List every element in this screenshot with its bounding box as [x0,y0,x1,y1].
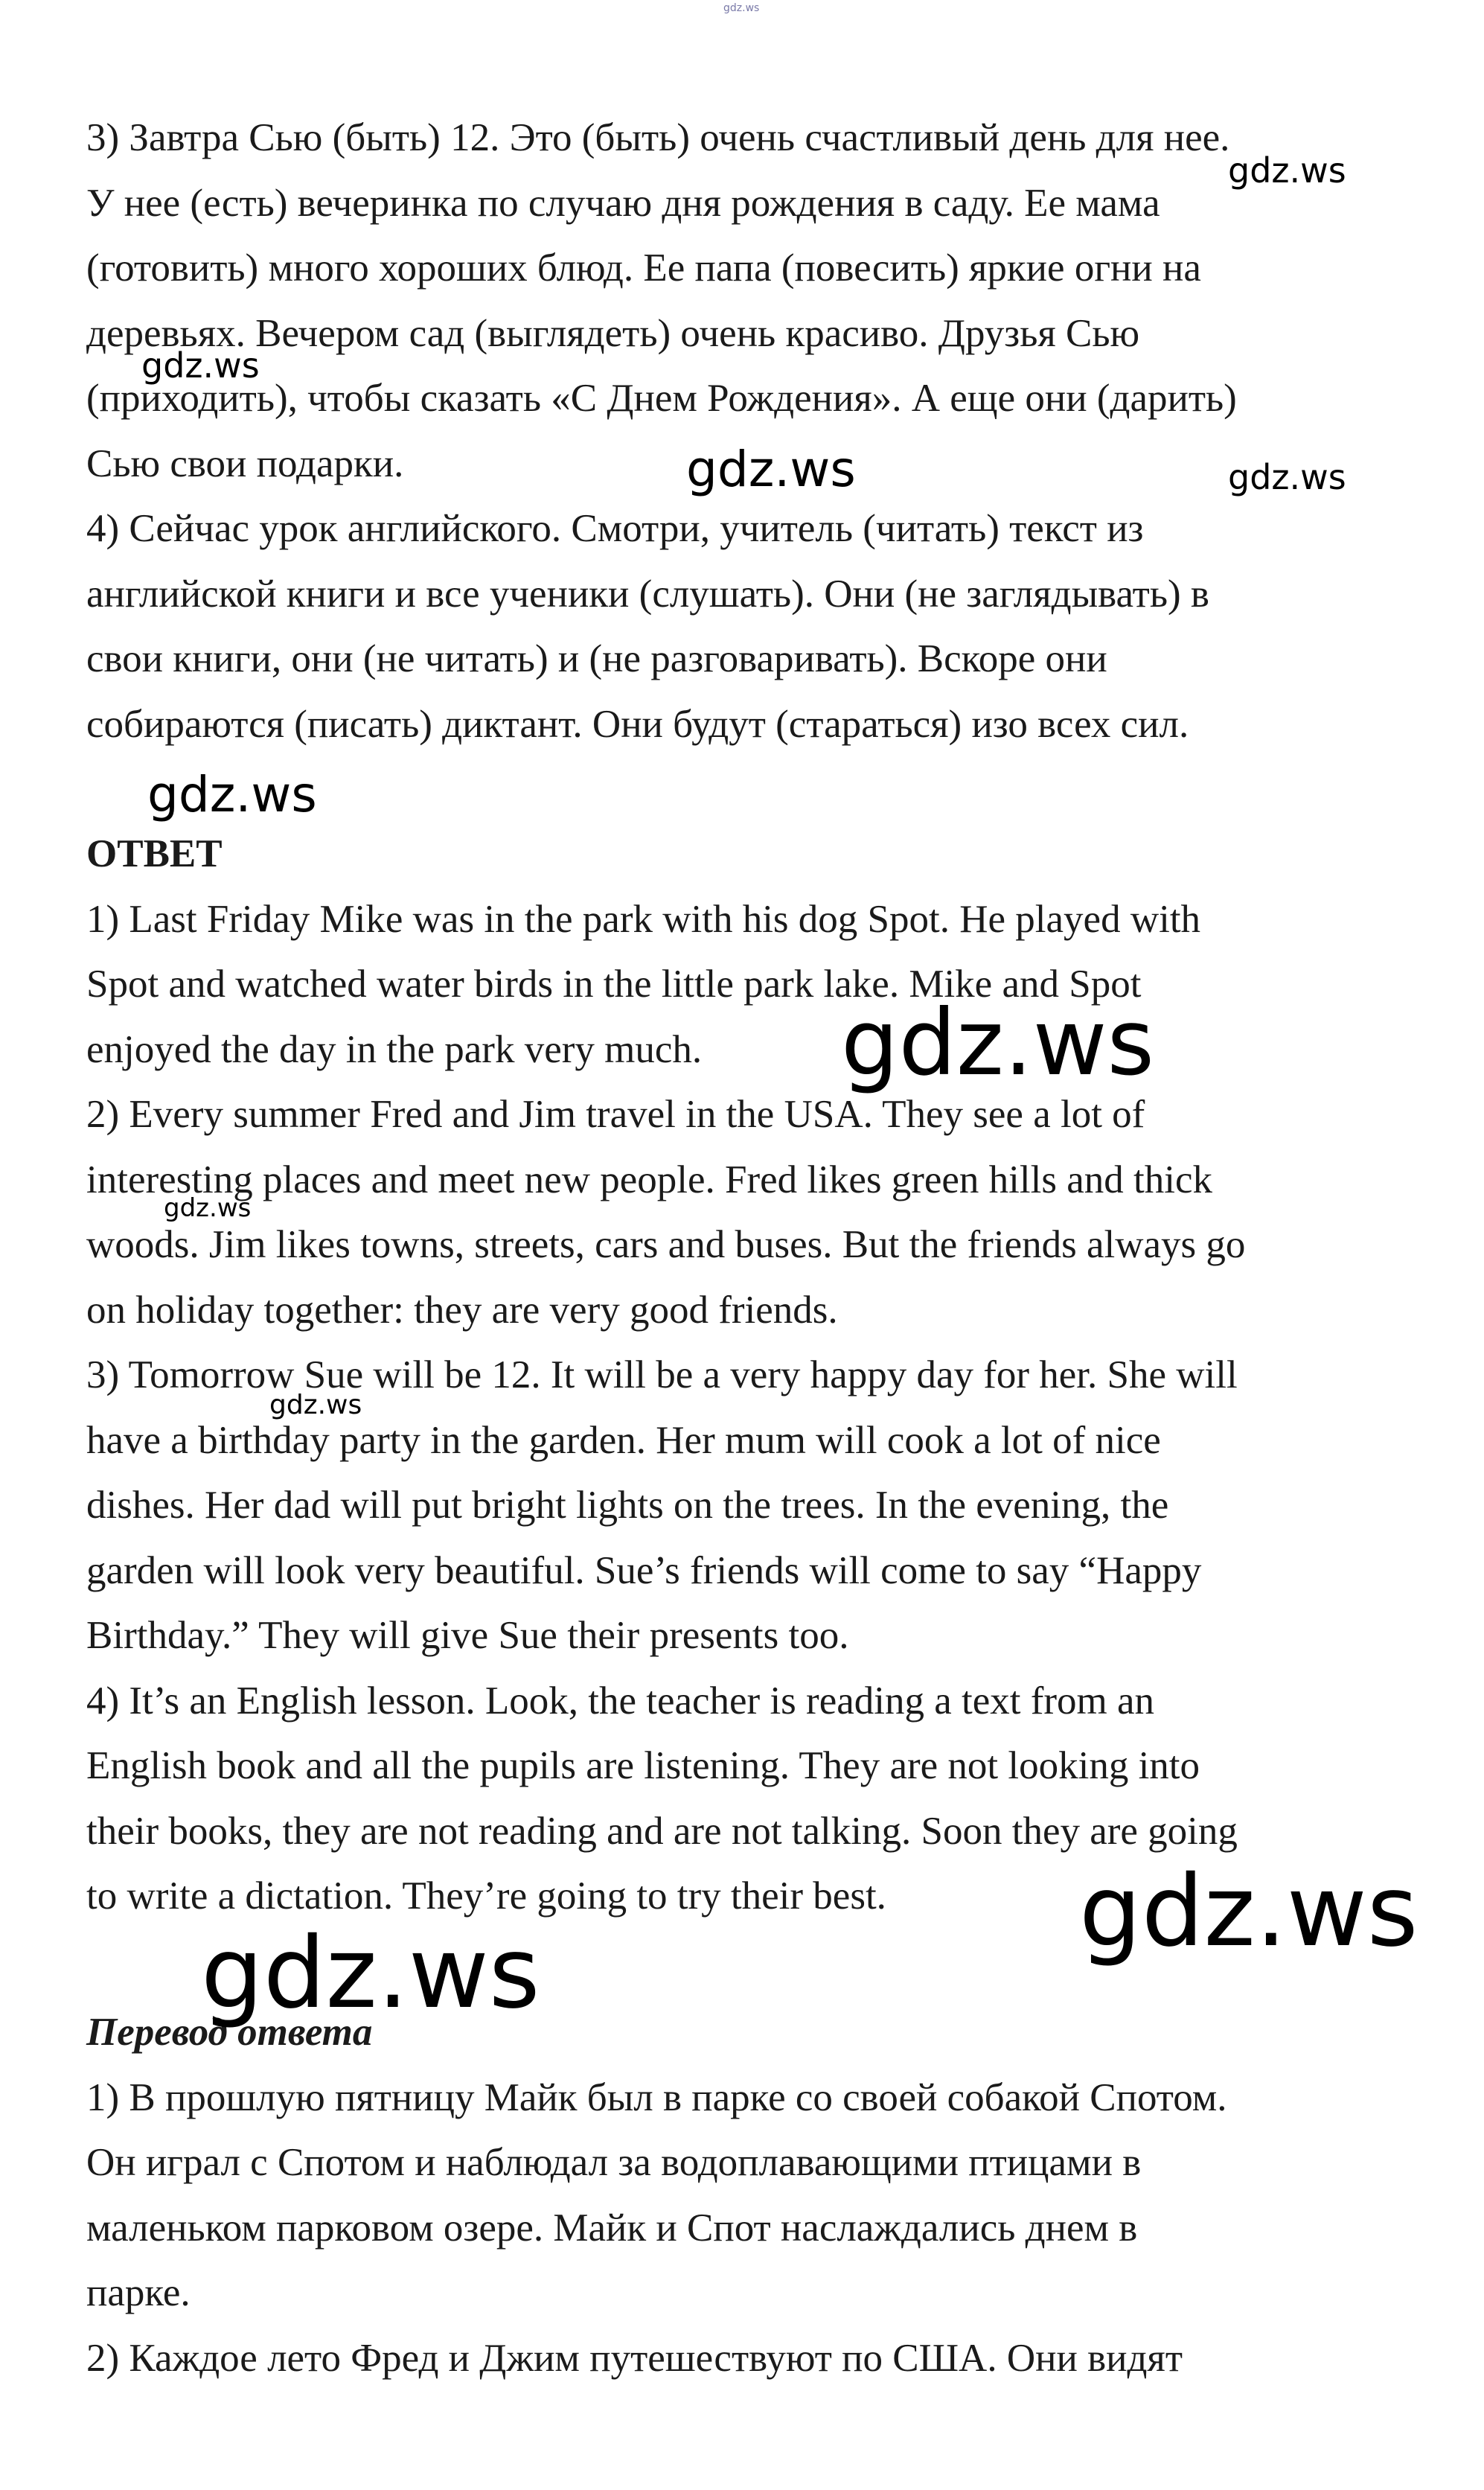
task-text [86,106,1411,757]
text-line: У нее (есть) вечеринка по случаю дня рождения в саду. Ее мама [86,181,1160,225]
text-line: to write a dictation. They’re going to try their best. [86,1874,886,1918]
text-line: деревьях. Вечером сад (выглядеть) очень красиво. Друзья Сью [86,311,1140,355]
watermark: gdz.ws [1228,457,1346,497]
text-line: woods. Jim likes towns, streets, cars and buses. But the friends always go [86,1223,1246,1266]
text-line: have a birthday party in the garden. Her mum will cook a lot of nice [86,1418,1161,1462]
watermark: gdz.ws [141,345,260,386]
text-line: (готовить) много хороших блюд. Ее папа (повесить) яркие огни на [86,246,1201,290]
text-line: свои книги, они (не читать) и (не разговаривать). Вскоре они [86,637,1107,680]
watermark: gdz.ws [686,441,856,498]
text-line: 4) Сейчас урок английского. Смотри, учитель (читать) текст из [86,507,1144,550]
text-line: 3) Tomorrow Sue will be 12. It will be a very happy day for her. She will [86,1353,1238,1396]
watermark: gdz.ws [269,1390,362,1420]
text-line: собираются (писать) диктант. Они будут (стараться) изо всех сил. [86,702,1189,746]
text-line: Сью свои подарки. [86,441,404,485]
text-line: (приходить), чтобы сказать «С Днем Рождения». А еще они (дарить) [86,377,1237,420]
watermark: gdz.ws [1079,1854,1419,1969]
text-line: on holiday together: they are very good friends. [86,1288,838,1332]
watermark: gdz.ws [164,1193,252,1223]
text-line: 2) Каждое лето Фред и Джим путешествуют по США. Они видят [86,2336,1183,2380]
watermark: gdz.ws [147,766,317,823]
text-line: Birthday.” They will give Sue their presents too. [86,1614,849,1657]
watermark: gdz.ws [841,990,1155,1096]
text-line: 3) Завтра Сью (быть) 12. Это (быть) очень счастливый день для нее. [86,116,1230,159]
text-line: garden will look very beautiful. Sue’s friends will come to say “Happy [86,1548,1202,1592]
text-line: interesting places and meet new people. Fred likes green hills and thick [86,1158,1212,1201]
text-line: English book and all the pupils are listening. They are not looking into [86,1744,1200,1787]
watermark: gdz.ws [201,1916,540,2031]
text-line: 4) It’s an English lesson. Look, the teacher is reading a text from an [86,1679,1155,1723]
watermark: gdz.ws [1228,150,1346,191]
text-line: dishes. Her dad will put bright lights on the trees. In the evening, the [86,1484,1169,1527]
text-line: маленьком парковом озере. Майк и Спот наслаждались днем в [86,2206,1138,2250]
text-line: 2) Every summer Fred and Jim travel in the USA. They see a lot of [86,1093,1145,1136]
text-line: английской книги и все ученики (слушать). Они (не заглядывать) в [86,572,1209,616]
text-line: 1) Last Friday Mike was in the park with his dog Spot. He played with [86,897,1201,941]
text-line: Он играл с Спотом и наблюдал за водоплавающими птицами в [86,2141,1142,2184]
translation-section [86,2000,1411,2391]
text-line: enjoyed the day in the park very much. [86,1027,703,1071]
text-line: Spot and watched water birds in the little park lake. Mike and Spot [86,963,1142,1006]
watermark: gdz.ws [723,2,760,14]
text-line: their books, they are not reading and are not talking. Soon they are going [86,1809,1238,1853]
answer-section [86,822,1411,1929]
translation-heading: Перевод ответа [86,2011,373,2054]
answer-heading: ОТВЕТ [86,832,223,875]
text-line: 1) В прошлую пятницу Майк был в парке со своей собакой Спотом. [86,2075,1227,2119]
text-line: парке. [86,2271,191,2314]
